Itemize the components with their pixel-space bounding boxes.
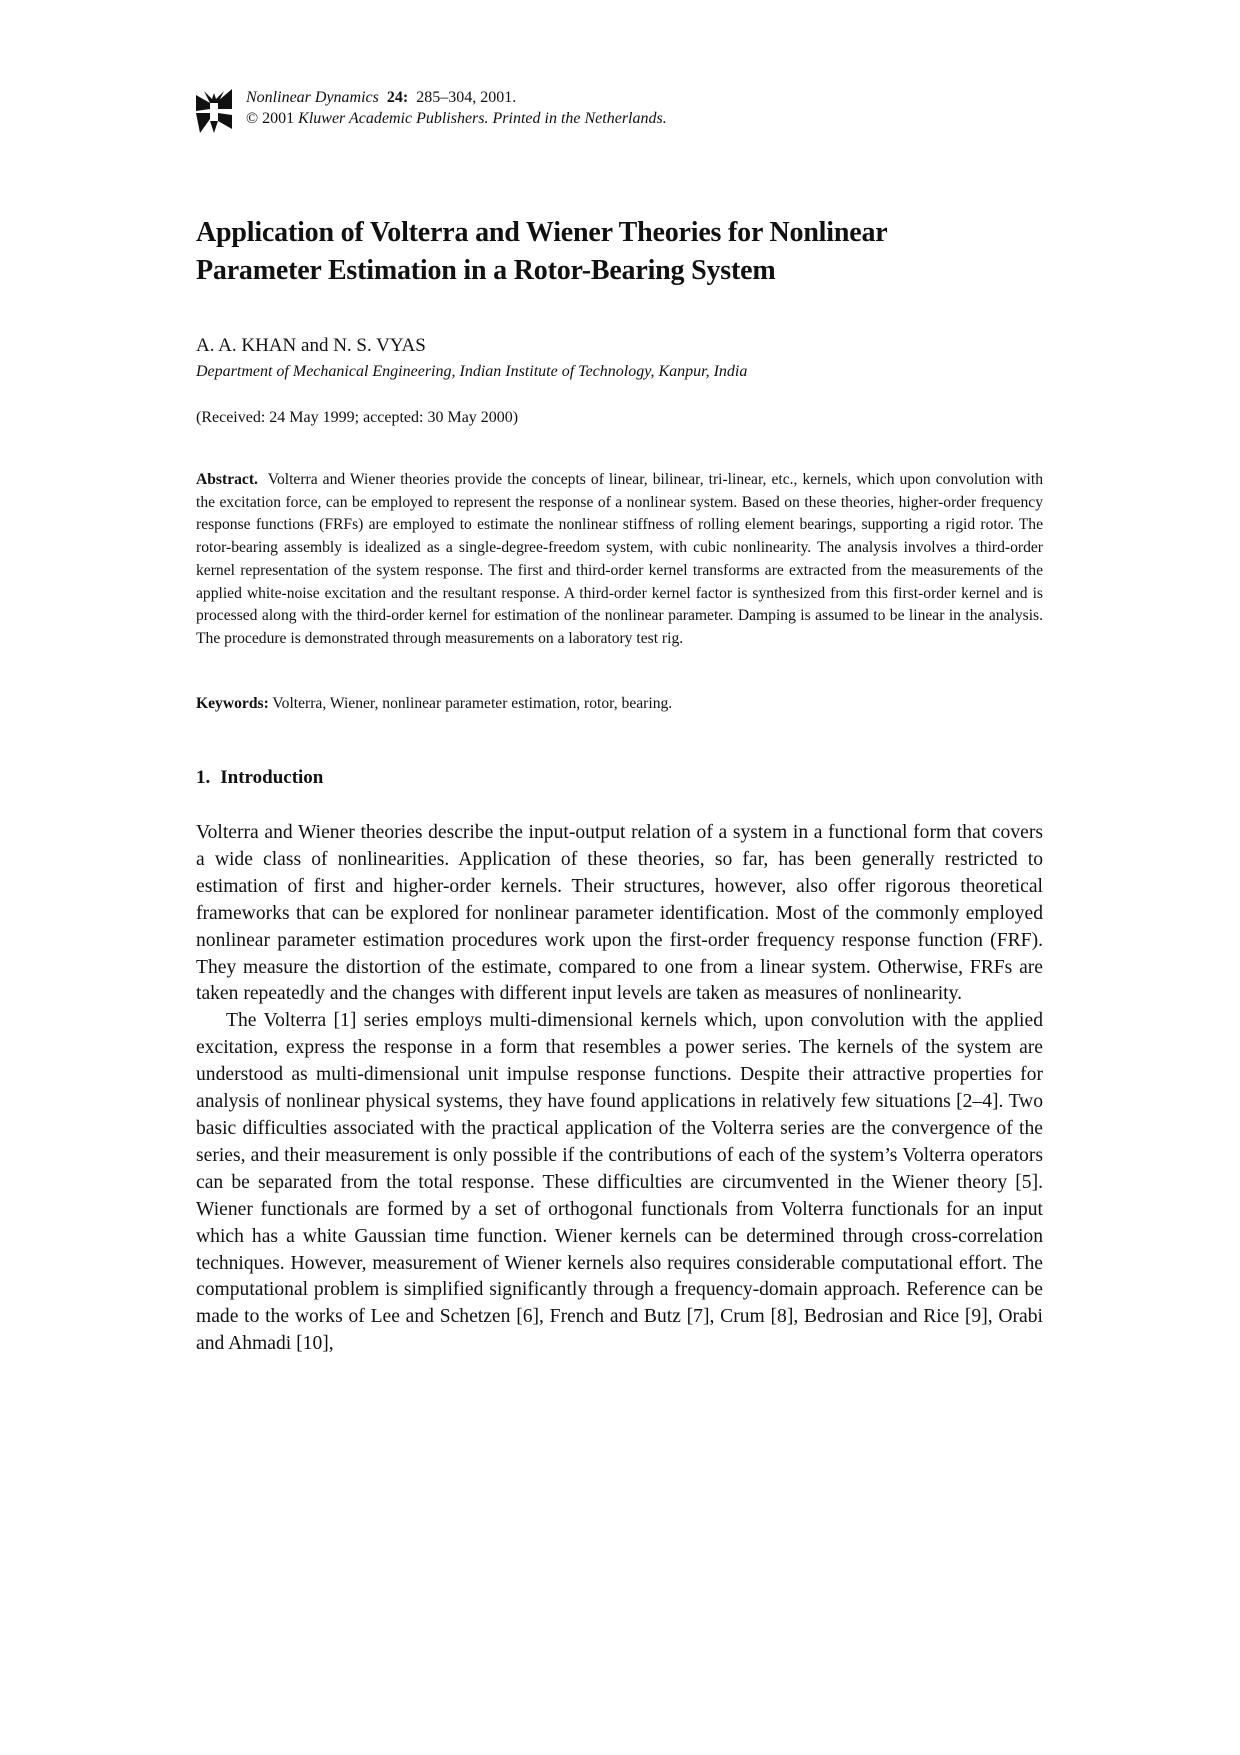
section-title: Introduction <box>220 767 324 788</box>
keywords-text: Volterra, Wiener, nonlinear parameter estimation, rotor, bearing. <box>272 695 673 712</box>
section-heading-introduction <box>196 766 323 790</box>
keywords-label: Keywords: <box>196 695 269 712</box>
journal-pages: 285–304, 2001. <box>416 89 517 106</box>
paper-title-line-1: Application of Volterra and Wiener Theories for Nonlinear <box>196 217 888 248</box>
abstract <box>196 469 1043 651</box>
authors: A. A. KHAN and N. S. VYAS <box>196 335 426 356</box>
paper-title <box>196 214 1096 290</box>
body-text <box>196 820 1043 1358</box>
kluwer-logo-icon <box>196 89 232 133</box>
paragraph: Volterra and Wiener theories describe the input-output relation of a system in a functional form that covers a wide class of nonlinearities. Application of these theories, so far, has been generally restricted to estimation of first and higher-order kernels. Their structures, however, also offer rigorous theoretical frameworks that can be explored for nonlinear parameter identification. Most of the commonly employed nonlinear parameter estimation procedures work upon the first-order frequency response function (FRF). They measure the distortion of the estimate, compared to one from a linear system. Otherwise, FRFs are taken repeatedly and the changes with different input levels are taken as measures of nonlinearity. <box>196 822 1043 1005</box>
section-number: 1. <box>196 767 211 788</box>
received-dates: (Received: 24 May 1999; accepted: 30 May 2000) <box>196 409 519 426</box>
journal-name: Nonlinear Dynamics <box>246 89 379 106</box>
journal-citation-line-1 <box>246 87 667 108</box>
copyright-year: 2001 <box>262 110 295 127</box>
abstract-text: Volterra and Wiener theories provide the concepts of linear, bilinear, tri-linear, etc., kernels, which upon convolution with the excitation force, can be employed to represent the response of a nonlinear system. Based on these theories, higher-order frequency response functions (FRFs) are employed to estimate the nonlinear stiffness of rolling element bearings, supporting a rigid rotor. The rotor-bearing assembly is idealized as a single-degree-freedom system, with cubic nonlinearity. The analysis involves a third-order kernel representation of the system response. The first and third-order kernel transforms are extracted from the measurements of the applied white-noise excitation and the resultant response. A third-order kernel factor is synthesized from this first-order kernel and is processed along with the third-order kernel for estimation of the nonlinear parameter. Damping is assumed to be linear in the analysis. The procedure is demonstrated through measurements on a laboratory test rig. <box>196 471 1043 647</box>
journal-citation <box>246 87 667 129</box>
journal-header <box>196 89 1096 137</box>
paper-title-line-2: Parameter Estimation in a Rotor-Bearing System <box>196 255 776 286</box>
abstract-label: Abstract. <box>196 471 258 488</box>
affiliation: Department of Mechanical Engineering, Indian Institute of Technology, Kanpur, India <box>196 363 748 380</box>
journal-volume: 24: <box>386 89 409 106</box>
publisher-line: Kluwer Academic Publishers. Printed in the Netherlands. <box>298 110 667 127</box>
journal-citation-line-2 <box>246 108 667 129</box>
keywords <box>196 694 1043 714</box>
copyright-symbol: © <box>246 110 259 127</box>
paragraph: The Volterra [1] series employs multi-dimensional kernels which, upon convolution with the applied excitation, express the response in a form that resembles a power series. The kernels of the system are understood as multi-dimensional unit impulse response functions. Despite their attractive properties for analysis of nonlinear physical systems, they have found applications in relatively few situations [2–4]. Two basic difficulties associated with the practical application of the Volterra series are the convergence of the series, and their measurement is only possible if the contributions of each of the system’s Volterra operators can be separated from the total response. These difficulties are circumvented in the Wiener theory [5]. Wiener functionals are formed by a set of orthogonal functionals from Volterra functionals for an input which has a white Gaussian time function. Wiener kernels can be determined through cross-correlation techniques. However, measurement of Wiener kernels also requires considerable computational effort. The computational problem is simplified significantly through a frequency-domain approach. Reference can be made to the works of Lee and Schetzen [6], French and Butz [7], Crum [8], Bedrosian and Rice [9], Orabi and Ahmadi [10], <box>196 1010 1043 1355</box>
